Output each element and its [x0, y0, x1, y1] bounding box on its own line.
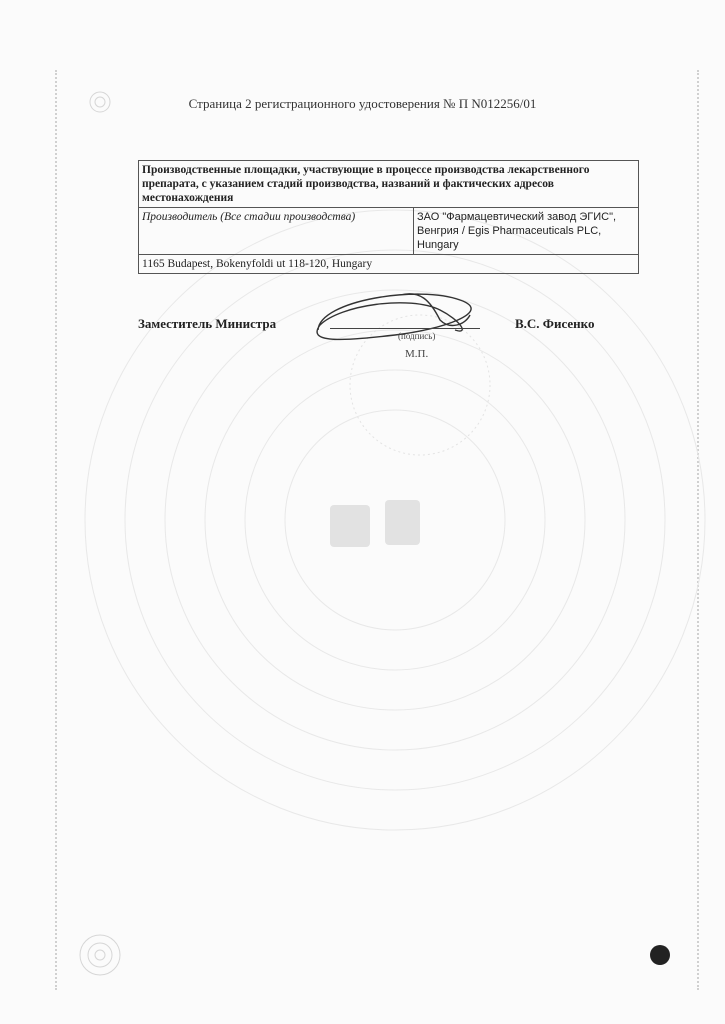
- table-row: [139, 208, 639, 255]
- manufacturer-value: ЗАО "Фармацевтический завод ЭГИС", Венгрия / Egis Pharmaceuticals PLC, Hungary: [414, 208, 639, 255]
- manufacturing-sites-table: [138, 160, 639, 274]
- table-heading: Производственные площадки, участвующие в процессе производства лекарственного препарата, с указанием стадий производства, названий и фактических адресов местонахождения: [139, 161, 639, 208]
- manufacturer-address: 1165 Budapest, Bokenyfoldi ut 118-120, Hungary: [139, 255, 639, 274]
- page-header: Страница 2 регистрационного удостоверения № П N012256/01: [188, 96, 537, 111]
- corner-rosette-icon: [80, 935, 120, 975]
- punch-hole-icon: [650, 945, 670, 965]
- table-row: [139, 161, 639, 208]
- manufacturer-label: Производитель (Все стадии производства): [139, 208, 414, 255]
- signatory-position: Заместитель Министра: [138, 316, 277, 331]
- signature-line: [330, 328, 480, 329]
- stamp-label: М.П.: [405, 348, 429, 360]
- signature-icon: [317, 294, 471, 340]
- signatory-name: В.С. Фисенко: [515, 316, 595, 331]
- table-row: [139, 255, 639, 274]
- signature-caption: (подпись): [398, 331, 436, 341]
- hologram-mark: [330, 500, 420, 547]
